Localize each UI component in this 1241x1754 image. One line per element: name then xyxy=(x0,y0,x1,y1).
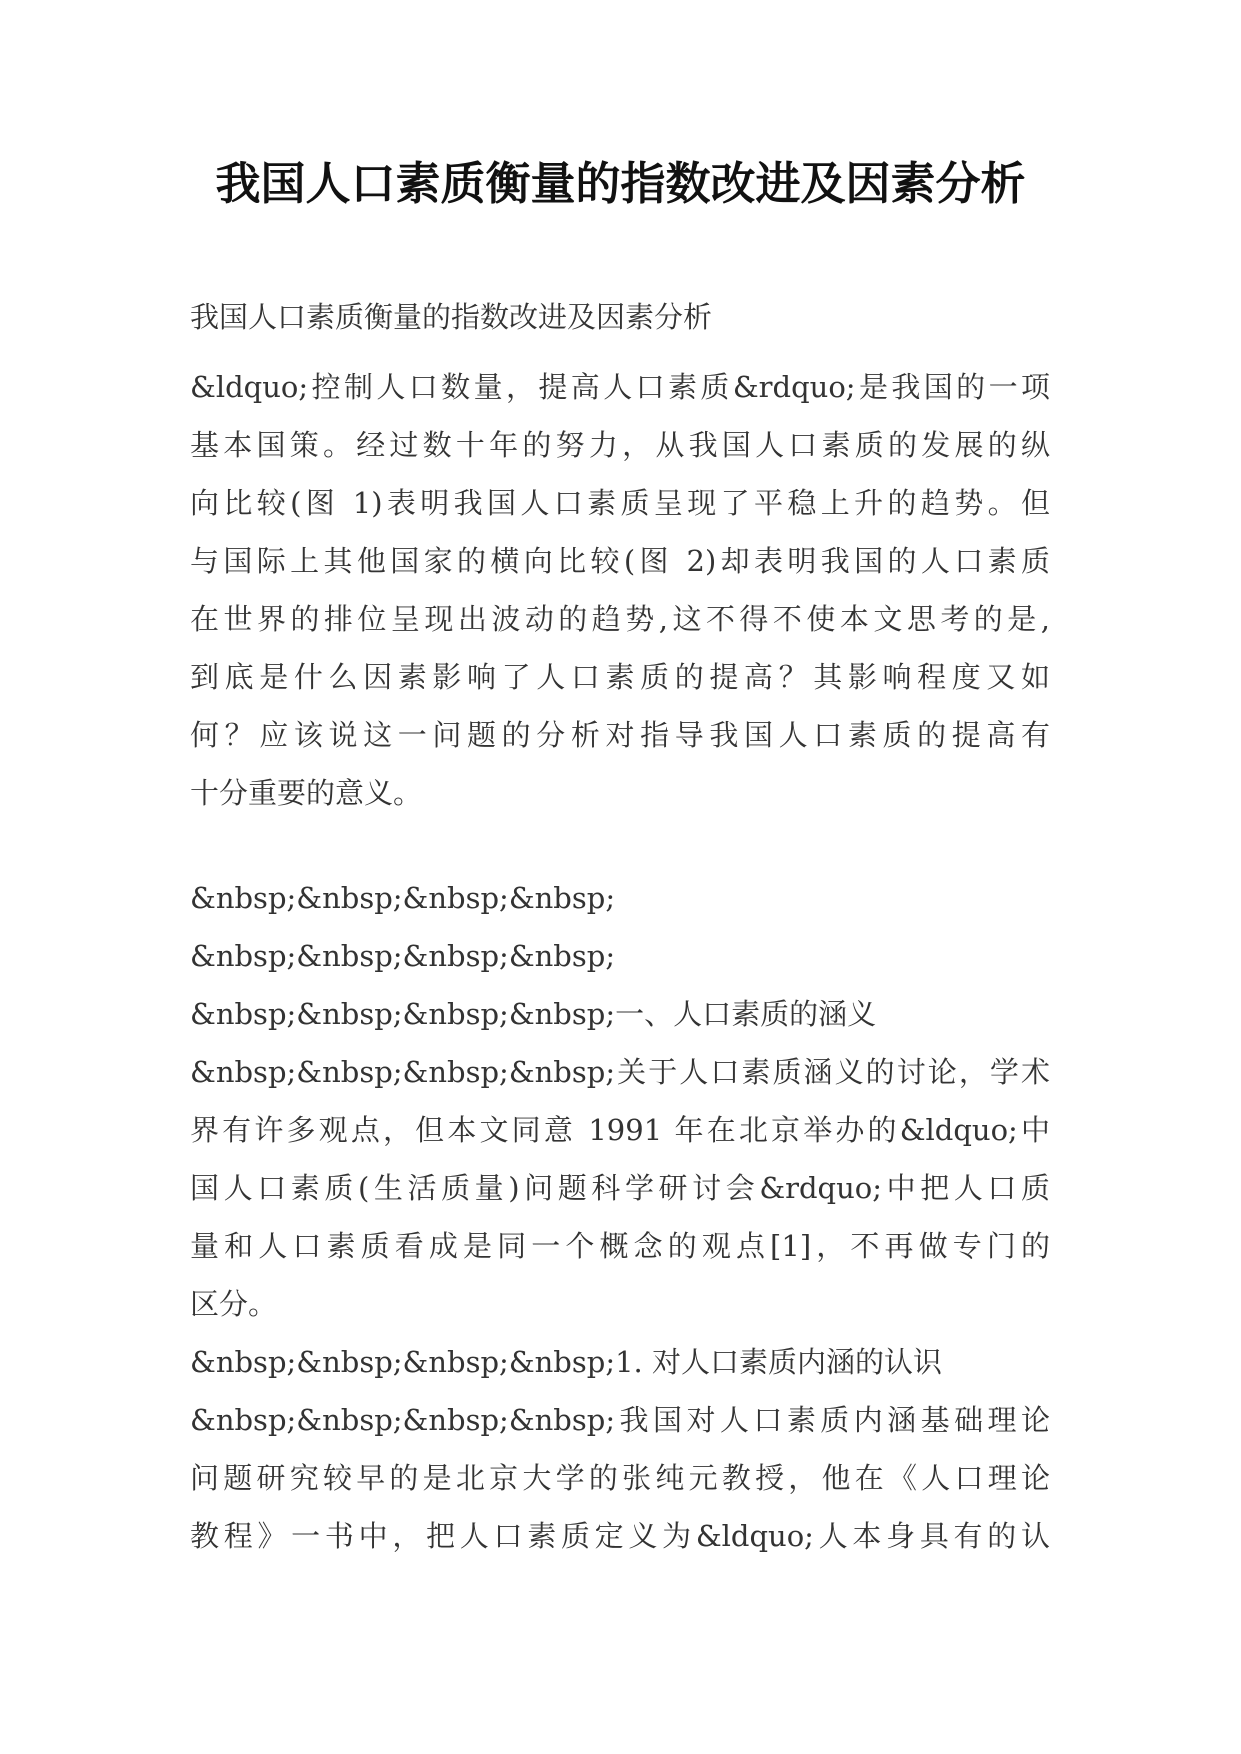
text-line: &nbsp;&nbsp;&nbsp;&nbsp;关于人口素质涵义的讨论，学术 xyxy=(190,1055,1050,1089)
subsection-heading xyxy=(190,1333,1050,1391)
text-line: 基本国策。经过数十年的努力，从我国人口素质的发展的纵 xyxy=(190,428,1050,462)
text-line: 十分重要的意义。 xyxy=(190,776,423,810)
text-line: &nbsp;&nbsp;&nbsp;&nbsp; xyxy=(190,939,616,973)
text-line: 问题研究较早的是北京大学的张纯元教授，他在《人口理论 xyxy=(190,1461,1050,1495)
document-subtitle: 我国人口素质衡量的指数改进及因素分析 xyxy=(190,300,713,334)
text-line: 与国际上其他国家的横向比较(图 2)却表明我国的人口素质 xyxy=(190,544,1050,578)
text-line: 国人口素质(生活质量)问题科学研讨会&rdquo;中把人口质 xyxy=(190,1171,1050,1205)
text-line: 何？应该说这一问题的分析对指导我国人口素质的提高有 xyxy=(190,718,1050,752)
text-line: 向比较(图 1)表明我国人口素质呈现了平稳上升的趋势。但 xyxy=(190,486,1050,520)
text-line: 教程》一书中，把人口素质定义为&ldquo;人本身具有的认 xyxy=(190,1519,1051,1553)
paragraph-intro xyxy=(190,358,1050,822)
paragraph-definition xyxy=(190,1043,1050,1333)
text-line: &nbsp;&nbsp;&nbsp;&nbsp;我国对人口素质内涵基础理论 xyxy=(190,1403,1050,1437)
text-line: 到底是什么因素影响了人口素质的提高？其影响程度又如 xyxy=(190,660,1050,694)
paragraph-spacer xyxy=(190,927,1050,985)
text-line: &nbsp;&nbsp;&nbsp;&nbsp;1. 对人口素质内涵的认识 xyxy=(190,1345,942,1379)
text-line: 在世界的排位呈现出波动的趋势,这不得不使本文思考的是, xyxy=(190,602,1050,636)
paragraph-spacer xyxy=(190,869,1050,927)
document-title: 我国人口素质衡量的指数改进及因素分析 xyxy=(215,157,1026,210)
text-line: 量和人口素质看成是同一个概念的观点[1]，不再做专门的 xyxy=(190,1229,1050,1263)
section-heading xyxy=(190,985,1050,1043)
text-line: &ldquo;控制人口数量，提高人口素质&rdquo;是我国的一项 xyxy=(190,370,1050,404)
text-line: &nbsp;&nbsp;&nbsp;&nbsp;一、人口素质的涵义 xyxy=(190,997,877,1031)
text-line: &nbsp;&nbsp;&nbsp;&nbsp; xyxy=(190,881,616,915)
paragraph-connotation xyxy=(190,1391,1050,1565)
text-line: 界有许多观点，但本文同意 1991 年在北京举办的&ldquo;中 xyxy=(190,1113,1050,1147)
text-line: 区分。 xyxy=(190,1287,278,1321)
